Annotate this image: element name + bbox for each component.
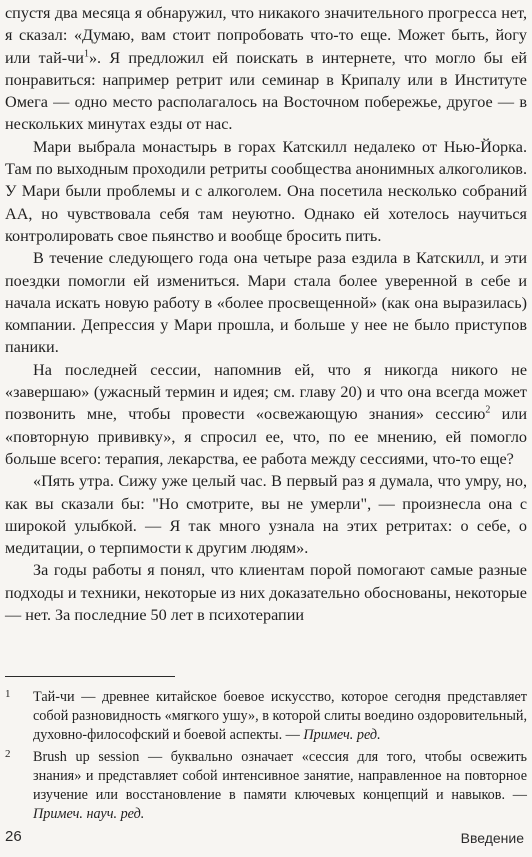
paragraph: В течение следующего года она четыре раза ездила в Катскилл, и эти поездки помогли ей измениться. Мари стала более уверенной в себе и начала искать новую работу в «более просвещенной» (как она выразилась) компании. Депрессия у Мари прошла, и больше у нее не было приступов паники.	[5, 249, 527, 357]
paragraph: спустя два месяца я обнаружил, что никакого значительного прогресса нет, я сказал: «Думаю, вам стоит попробовать что-то еще. Может быть, йогу или тай-$чи^1$». Я предложил ей поискать в интернете, что могло бы ей понравиться: например ретрит или семинар в Крипалу или в Институте Омега — одно место располагалось на Восточном побережье, другое — в нескольких минутах езды от нас.	[5, 4, 527, 134]
running-head: Введение	[460, 830, 524, 846]
footnote	[5, 688, 527, 746]
footnote-divider	[5, 676, 175, 677]
paragraph: На последней сессии, напомнив ей, что я никогда никого не «завершаю» (ужасный термин и идея; см. главу 20) и что она всегда может позвонить мне, чтобы провести «освежающую знания» сессию$^2$ или «повторную прививку», я спросил ее, что, по ее мнению, ей помогло больше всего: терапия, лекарства, ее работа между сессиями, что-то еще?	[5, 360, 528, 468]
main-text	[5, 2, 527, 626]
footnote-note: Примеч. ред.	[303, 727, 381, 744]
footnote-ref[interactable]: 1	[83, 48, 89, 60]
footnote-note: Примеч. науч. ред.	[33, 806, 145, 823]
footnotes	[5, 688, 527, 826]
footnote-text: Тай-чи — древнее китайское боевое искусство, которое сегодня представляет собой разновидность «мягкого ушу», в которой слиты воедино оздоровительный, духовно-философский и боевой аспекты. —	[33, 689, 527, 744]
footnote-number: 2	[5, 747, 11, 760]
footnote-ref[interactable]: 2	[485, 404, 491, 416]
paragraph: «Пять утра. Сижу уже целый час. В первый раз я думала, что умру, но, как вы сказали бы: "Но смотрите, вы не умерли", — произнесла она с широкой улыбкой. — Я так много узнала на этих ретритах: о себе, о медитации, о терпимости к другим людям».	[5, 472, 527, 558]
paragraph: Мари выбрала монастырь в горах Катскилл недалеко от Нью-Йорка. Там по выходным проходили ретриты сообщества анонимных алкоголиков. У Мари были проблемы и с алкоголем. Она посетила несколько собраний АА, но чувствовала себя там неуютно. Однако ей хотелось научиться контролировать свое пьянство и вообще бросить пить.	[5, 137, 527, 245]
page-number: 26	[5, 828, 22, 845]
footnote-text: Brush up session — буквально означает «сессия для того, чтобы освежить знания» и представляет собой интенсивное занятие, направленное на повторное изучение или восстановление в памяти ключевых концепций и навыков. —	[33, 748, 527, 804]
footnote	[5, 748, 527, 825]
footnote-number: 1	[5, 688, 11, 700]
paragraph: За годы работы я понял, что клиентам порой помогают самые разные подходы и техники, некоторые из них доказательно обоснованы, некоторые — нет. За последние 50 лет в психотерапии	[5, 561, 527, 625]
